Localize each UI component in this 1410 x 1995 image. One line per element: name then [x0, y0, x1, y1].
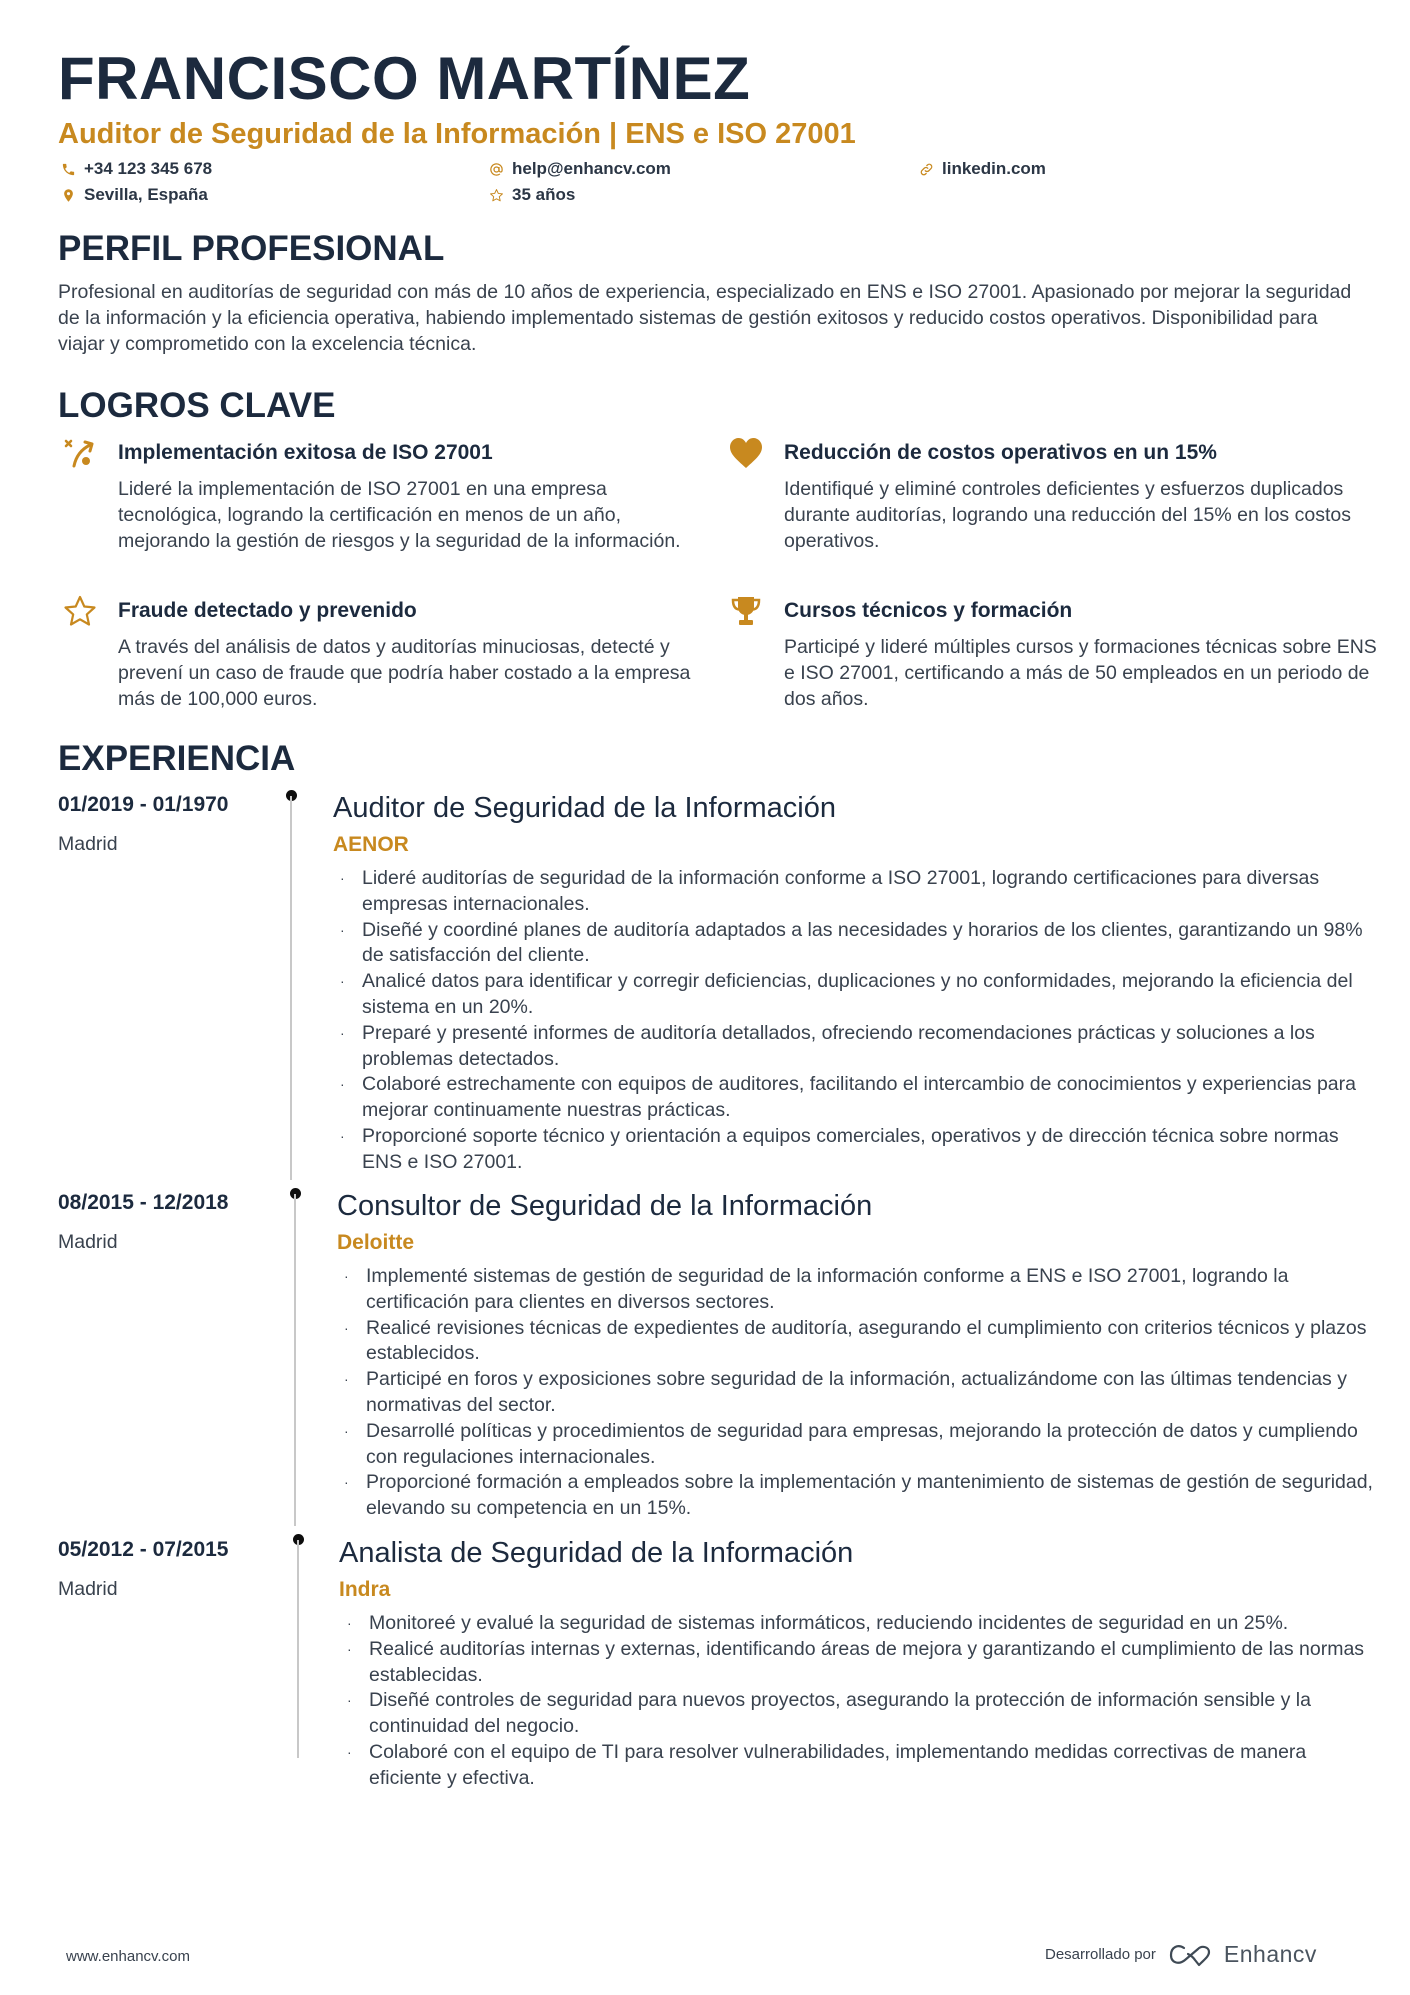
timeline-line — [294, 1194, 296, 1526]
contact-phone-text: +34 123 345 678 — [84, 159, 213, 178]
contact-age — [488, 184, 575, 206]
job-bullet: · Monitoreé y evalué la seguridad de sistemas informáticos, reduciendo incidentes de seguridad en un 25%. — [347, 1612, 1289, 1634]
job-company: Indra — [339, 1578, 391, 1601]
contact-phone — [60, 158, 212, 180]
contact-age-text: 35 años — [512, 185, 576, 204]
job-title: Auditor de Seguridad de la Información — [333, 792, 836, 824]
job-title: Consultor de Seguridad de la Información — [337, 1190, 873, 1222]
achievement-text: Identifiqué y eliminé controles deficientes y esfuerzos duplicados durante auditorías, logrando una reducción del 15% en los costos operativos. — [784, 478, 1351, 552]
job-dates: 01/2019 - 01/1970 — [58, 793, 229, 816]
achievement-item — [62, 594, 702, 714]
job-bullet: · Preparé y presenté informes de auditoría detallados, ofreciendo recomendaciones prácticas y soluciones a los problemas detectados. — [340, 1021, 1315, 1070]
job-bullet: · Realicé revisiones técnicas de expedientes de auditoría, asegurando el cumplimiento con criterios técnicos y plazos establecidos. — [344, 1316, 1367, 1365]
phone-icon — [60, 161, 76, 177]
achievement-item — [728, 594, 1377, 714]
contact-linkedin[interactable] — [918, 158, 1046, 180]
contact-linkedin-text[interactable]: linkedin.com — [942, 159, 1046, 178]
job-location: Madrid — [58, 1231, 118, 1253]
job-location: Madrid — [58, 833, 118, 855]
job-dates: 05/2012 - 07/2015 — [58, 1538, 229, 1561]
job-bullets — [341, 1611, 1381, 1792]
job-bullet: · Desarrollé políticas y procedimientos de seguridad para empresas, mejorando la protección de datos y cumpliendo con regulaciones internacionales. — [344, 1419, 1358, 1468]
achievement-text: Lideré la implementación de ISO 27001 en una empresa tecnológica, logrando la certificación en menos de un año, mejorando la gestión de riesgos y la seguridad de la información. — [118, 478, 681, 552]
job-dates: 08/2015 - 12/2018 — [58, 1191, 229, 1214]
job-title: Analista de Seguridad de la Información — [339, 1537, 854, 1569]
achievement-text: A través del análisis de datos y auditorías minuciosas, detecté y prevení un caso de fraude que podría haber costado a la empresa más de 100,000 euros. — [118, 636, 691, 710]
job-bullet: · Participé en foros y exposiciones sobre seguridad de la información, actualizándome con las últimas tendencias y normativas del sector. — [344, 1368, 1347, 1416]
job-bullet: · Lideré auditorías de seguridad de la información conforme a ISO 27001, logrando certificaciones para diversas empresas internacionales. — [340, 867, 1320, 915]
profile-summary: Profesional en auditorías de seguridad con más de 10 años de experiencia, especializado en ENS e ISO 27001. Apasionado por mejorar la seguridad de la información y la eficiencia operativa, habiendo implementado sistemas de gestión exitosos y reducido costos operativos. Disponibilidad para viajar y comprometido con la excelencia técnica. — [58, 281, 1352, 355]
location-pin-icon — [60, 187, 76, 203]
job-company: Deloitte — [337, 1231, 415, 1254]
enhancv-brand: Enhancv — [1223, 1941, 1317, 1967]
job-bullet: · Proporcioné formación a empleados sobre la implementación y mantenimiento de sistemas de gestión de seguridad, elevando su competencia en un 15%. — [344, 1471, 1373, 1520]
section-title-experience: EXPERIENCIA — [58, 739, 296, 778]
achievement-item — [728, 436, 1368, 556]
job-location: Madrid — [58, 1578, 118, 1600]
job-bullet: · Colaboré estrechamente con equipos de auditores, facilitando el intercambio de conocimientos y experiencias para mejorar continuamente nuestras prácticas. — [340, 1073, 1356, 1122]
job-bullet: · Diseñé controles de seguridad para nuevos proyectos, asegurando la protección de información sensible y la continuidad del negocio. — [347, 1689, 1311, 1738]
job-bullet: · Realicé auditorías internas y externas, identificando áreas de mejora y garantizando el cumplimiento de las normas establecidas. — [347, 1637, 1365, 1686]
job-bullets — [338, 1264, 1378, 1522]
enhancv-logo-icon — [1168, 1943, 1214, 1967]
achievement-text: Participé y lideré múltiples cursos y formaciones técnicas sobre ENS e ISO 27001, certificando a más de 50 empleados en un periodo de dos años. — [784, 636, 1377, 710]
job-bullet: · Implementé sistemas de gestión de seguridad de la información conforme a ENS e ISO 27001, logrando la certificación para clientes en diversos sectores. — [344, 1265, 1289, 1313]
job-bullet: · Colaboré con el equipo de TI para resolver vulnerabilidades, implementando medidas correctivas de manera eficiente y efectiva. — [347, 1740, 1307, 1789]
achievement-title: Fraude detectado y prevenido — [118, 599, 417, 622]
achievement-title: Implementación exitosa de ISO 27001 — [118, 441, 493, 464]
heart-icon — [728, 436, 764, 472]
contact-location-text: Sevilla, España — [84, 185, 208, 204]
strategy-play-icon — [62, 436, 98, 472]
timeline-line — [297, 1540, 299, 1758]
link-icon — [918, 161, 934, 177]
candidate-subtitle: Auditor de Seguridad de la Información | ENS e ISO 27001 — [58, 118, 856, 150]
at-icon — [488, 161, 504, 177]
job-company: AENOR — [333, 833, 409, 856]
candidate-name: FRANCISCO MARTÍNEZ — [58, 45, 751, 112]
contact-email-text[interactable]: help@enhancv.com — [512, 159, 671, 178]
section-title-achievements: LOGROS CLAVE — [58, 386, 336, 425]
achievement-title: Reducción de costos operativos en un 15% — [784, 441, 1217, 464]
section-title-profile: PERFIL PROFESIONAL — [58, 229, 445, 268]
trophy-icon — [728, 594, 764, 630]
footer-powered-by[interactable] — [1045, 1941, 1317, 1968]
contact-email[interactable] — [488, 158, 671, 180]
contact-location — [60, 184, 208, 206]
achievement-item — [62, 436, 702, 586]
achievement-title: Cursos técnicos y formación — [784, 599, 1073, 622]
star-outline-icon — [62, 594, 98, 630]
star-outline-icon — [488, 187, 504, 203]
powered-by-label: Desarrollado por — [1045, 1946, 1156, 1963]
job-bullets — [334, 866, 1374, 1176]
footer-website[interactable]: www.enhancv.com — [66, 1948, 190, 1965]
job-bullet: · Proporcioné soporte técnico y orientación a equipos comerciales, operativos y de dirección técnica sobre normas ENS e ISO 27001. — [340, 1124, 1339, 1173]
job-bullet: · Analicé datos para identificar y corregir deficiencias, duplicaciones y no conformidades, mejorando la eficiencia del sistema en un 20%. — [340, 970, 1353, 1018]
job-bullet: · Diseñé y coordiné planes de auditoría adaptados a las necesidades y horarios de los clientes, garantizando un 98% de satisfacción del cliente. — [340, 918, 1363, 967]
timeline-line — [290, 796, 292, 1180]
